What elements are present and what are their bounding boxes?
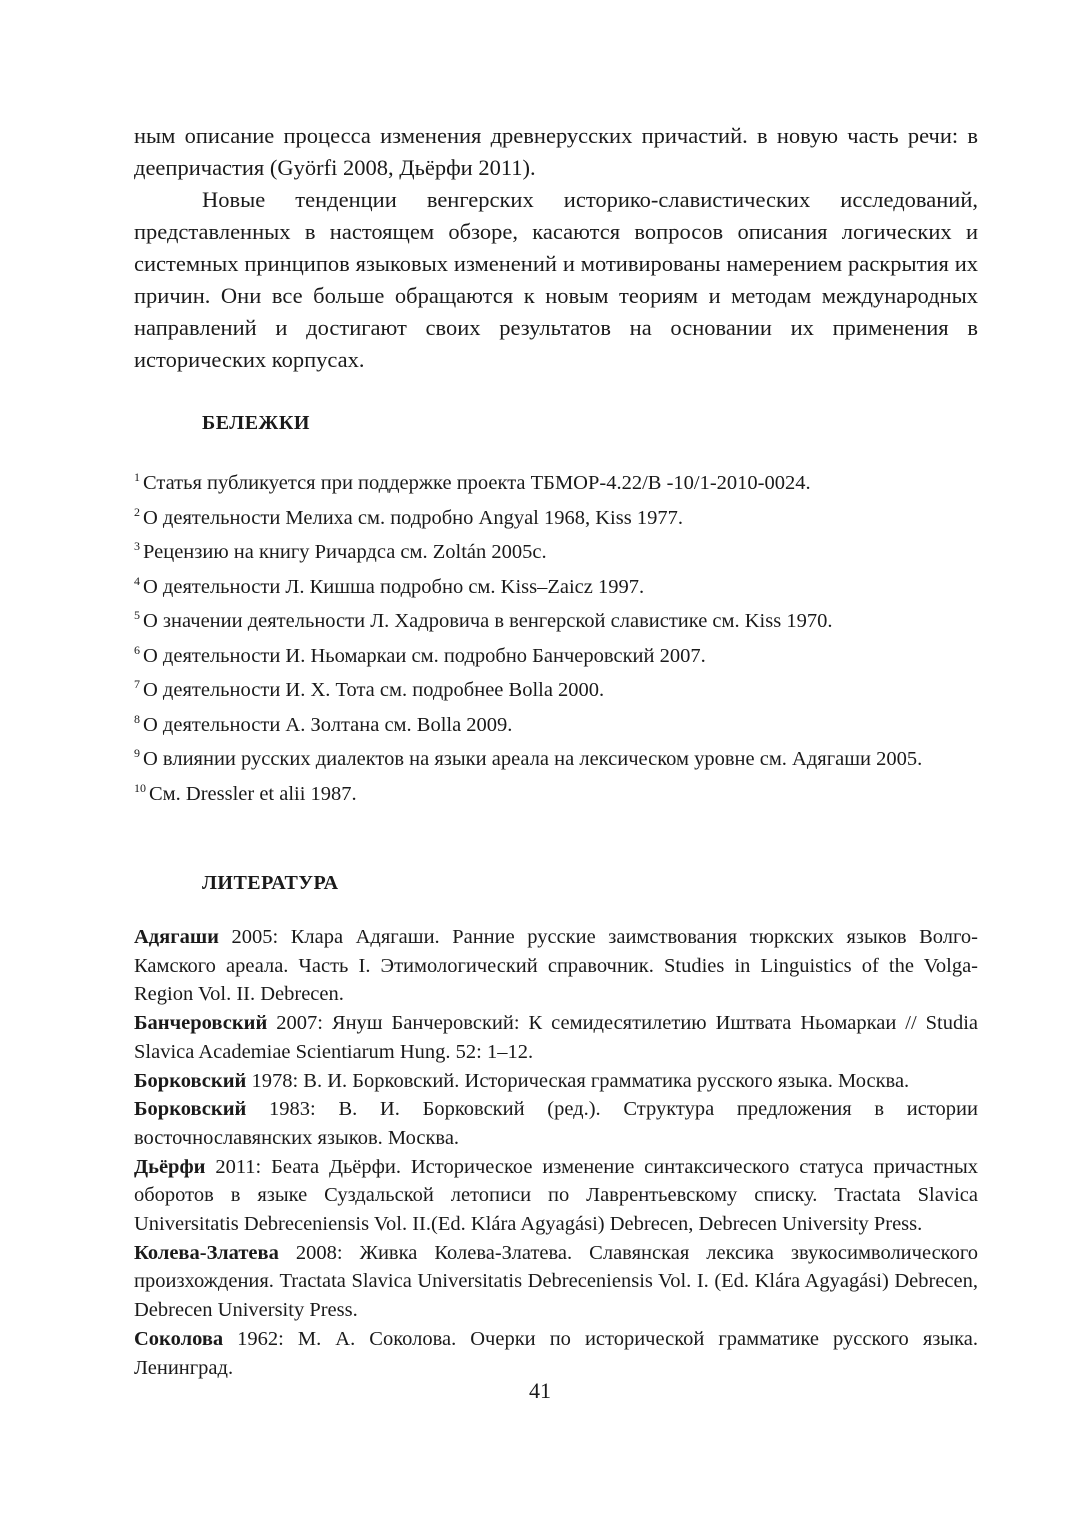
- reference-item: Адягаши 2005: Клара Адягаши. Ранние русские заимствования тюркских языков Волго-Камского ареала. Часть I. Этимологический справочник. Studies in Linguistics of the Volga-Region Vol. II. Debrecen.: [134, 926, 978, 1006]
- note-number: 8: [134, 711, 140, 726]
- page-number: 41: [529, 1378, 551, 1403]
- reference-author: Соколова: [134, 1327, 224, 1350]
- note-item: $^8$ О деятельности А. Золтана см. Bolla 2009.: [134, 711, 513, 736]
- reference-author: Банчеровский: [134, 1012, 268, 1035]
- note-item: $^1$ Статья публикуется при поддержке проекта ТБМОР-4.22/В -10/1-2010-0024.: [134, 470, 811, 494]
- notes-heading: БЕЛЕЖКИ: [202, 412, 310, 434]
- note-item: $^3$ Рецензию на книгу Ричардса см. Zoltán 2005c.: [134, 539, 547, 563]
- note-number: 4: [134, 573, 140, 588]
- reference-author: Дьёрфи: [134, 1155, 206, 1178]
- note-number: 3: [134, 539, 140, 553]
- reference-item: Соколова 1962: М. А. Соколова. Очерки по исторической грамматике русского языка. Ленинград.: [134, 1327, 978, 1379]
- reference-item: Колева-Златева 2008: Живка Колева-Златева. Славянская лексика звукосимволического произхождения. Tractata Slavica Universitatis Debreceniensis Vol. I. (Ed. Klára Agyagási) Debrecen, Debrecen University Press.: [134, 1241, 978, 1322]
- reference-author: Адягаши: [134, 926, 219, 948]
- note-item: $^4$ О деятельности Л. Кишша подробно см. Kiss–Zaicz 1997.: [134, 573, 645, 598]
- intro-text: [134, 120, 978, 376]
- paragraph-continuation: ным описание процесса изменения древнерусских причастий. в новую часть речи: в деепричастия (Györfi 2008, Дьёрфи 2011).: [134, 123, 978, 180]
- note-number: 6: [134, 642, 140, 657]
- page-content: [134, 120, 978, 1382]
- note-number: 2: [134, 504, 140, 519]
- note-number: 9: [134, 746, 140, 760]
- reference-author: Борковский: [134, 1098, 247, 1121]
- reference-item: Борковский 1983: В. И. Борковский (ред.). Структура предложения в истории восточнославянских языков. Москва.: [134, 1098, 978, 1149]
- note-number: 7: [134, 677, 140, 691]
- note-item: $^9$ О влиянии русских диалектов на языки ареала на лексическом уровне см. Адягаши 2005.: [134, 746, 923, 770]
- literature-list: [134, 923, 978, 1382]
- literature-heading: ЛИТЕРАТУРА: [202, 872, 339, 894]
- note-number: 10: [134, 780, 146, 795]
- reference-item: Борковский 1978: В. И. Борковский. Историческая грамматика русского языка. Москва.: [134, 1069, 910, 1092]
- notes-list: [134, 463, 978, 808]
- reference-author: Колева-Златева: [134, 1241, 279, 1264]
- paragraph-conclusion: Новые тенденции венгерских историко-славистических исследований, представленных в настоящем обзоре, касаются вопросов описания логических и системных принципов языковых изменений и мотивированы намерением раскрытия их причин. Они все больше обращаются к новым теориям и методам международных направлений и достигают своих результатов на основании их применения в исторических корпусах.: [134, 187, 978, 372]
- reference-author: Борковский: [134, 1069, 247, 1092]
- note-number: 1: [134, 470, 140, 484]
- note-item: $^2$ О деятельности Мелиха см. подробно Angyal 1968, Kiss 1977.: [134, 504, 683, 529]
- note-item: $^{10}$ См. Dressler et alii 1987.: [134, 780, 357, 805]
- reference-item: Банчеровский 2007: Януш Банчеровский: К семидесятилетию Иштвата Ньомаркаи // Studia Slavica Academiae Scientiarum Hung. 52: 1–12.: [134, 1012, 978, 1063]
- note-item: $^6$ О деятельности И. Ньомаркаи см. подробно Банчеровский 2007.: [134, 642, 706, 667]
- note-item: $^7$ О деятельности И. Х. Тота см. подробнее Bolla 2000.: [134, 677, 605, 701]
- note-number: 5: [134, 608, 140, 622]
- note-item: $^5$ О значении деятельности Л. Хадровича в венгерской славистике см. Kiss 1970.: [134, 608, 833, 632]
- reference-item: Дьёрфи 2011: Беата Дьёрфи. Историческое изменение синтаксического статуса причастных оборотов в языке Суздальской летописи по Лаврентьевскому списку. Tractata Slavica Universitatis Debreceniensis Vol. II.(Ed. Klára Agyagási) Debrecen, Debrecen University Press.: [134, 1155, 978, 1236]
